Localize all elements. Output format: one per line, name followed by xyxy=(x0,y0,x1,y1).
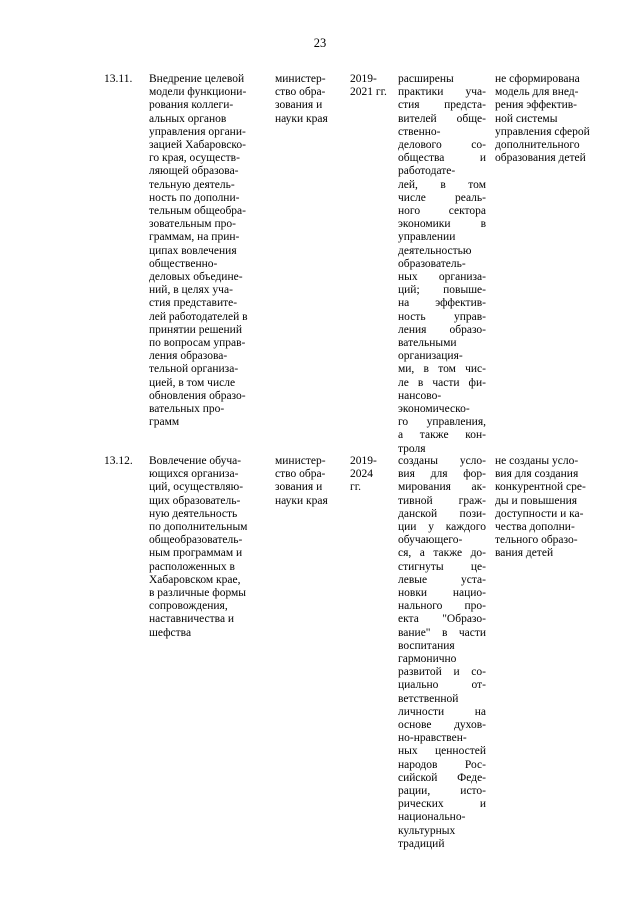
risk-text: не сформирована модель для внед- рения эффектив- ной системы управления сферой дополнительного образования детей xyxy=(495,73,590,165)
risk-text: не созданы усло- вия для создания конкурентной сре- ды и повышения доступности и ка- чества дополни- тельного образо- вания детей xyxy=(495,455,586,560)
row-number: 13.12. xyxy=(104,455,133,467)
result-text: расширены практики уча- стия предста- вителей обще- ственно- делового со- общества и работодате- лей, в том числе реаль- ного сектора экономики в управлении деятельностью образователь- ных организа- ций; повыше- на эффектив- ность управ- ления образо- вательными организация- ми, в том чис- ле в части фи- нансово- экономическо- го управления, а также кон- троля xyxy=(398,73,486,455)
period-text: 2019- 2024 гг. xyxy=(350,455,377,494)
row-number: 13.11. xyxy=(104,73,133,85)
measure-text: Вовлечение обуча- ющихся организа- ций, осуществляю- щих образователь- ную деятельность по дополнительным общеобразователь- ным программам и расположенных в Хабаровском крае, в различные формы сопровождения, наставничества и шефства xyxy=(149,455,248,639)
page-number: 23 xyxy=(313,36,327,50)
period-text: 2019- 2021 гг. xyxy=(350,73,387,99)
result-text: созданы усло- вия для фор- мирования ак- тивной граж- данской пози- ции у каждого обучающего- ся, а также до- стигнуты це- левые уста- новки нацио- нального про- екта "Образо- вание" в части воспитания гармонично развитой и со- циально от- ветственной личности на основе духов- но-нравствен- ных ценностей народов Рос- сийской Феде- рации, исто- рических и национально- культурных традиций xyxy=(398,455,486,850)
executor-text: министер- ство обра- зования и науки края xyxy=(275,73,328,125)
executor-text: министер- ство обра- зования и науки края xyxy=(275,455,328,507)
measure-text: Внедрение целевой модели функциони- рования коллеги- альных органов управления органи- зацией Хабаровско- го края, осуществ- ляющей образова- тельную деятель- ность по дополни- тельным общеобра- зовательным про- граммам, на прин- ципах вовлечения общественно- деловых объедине- ний, в целях уча- стия представите- лей работодателей в принятии решений по вопросам управ- ления образова- тельной организа- цией, в том числе обновления образо- вательных про- грамм xyxy=(149,73,248,429)
